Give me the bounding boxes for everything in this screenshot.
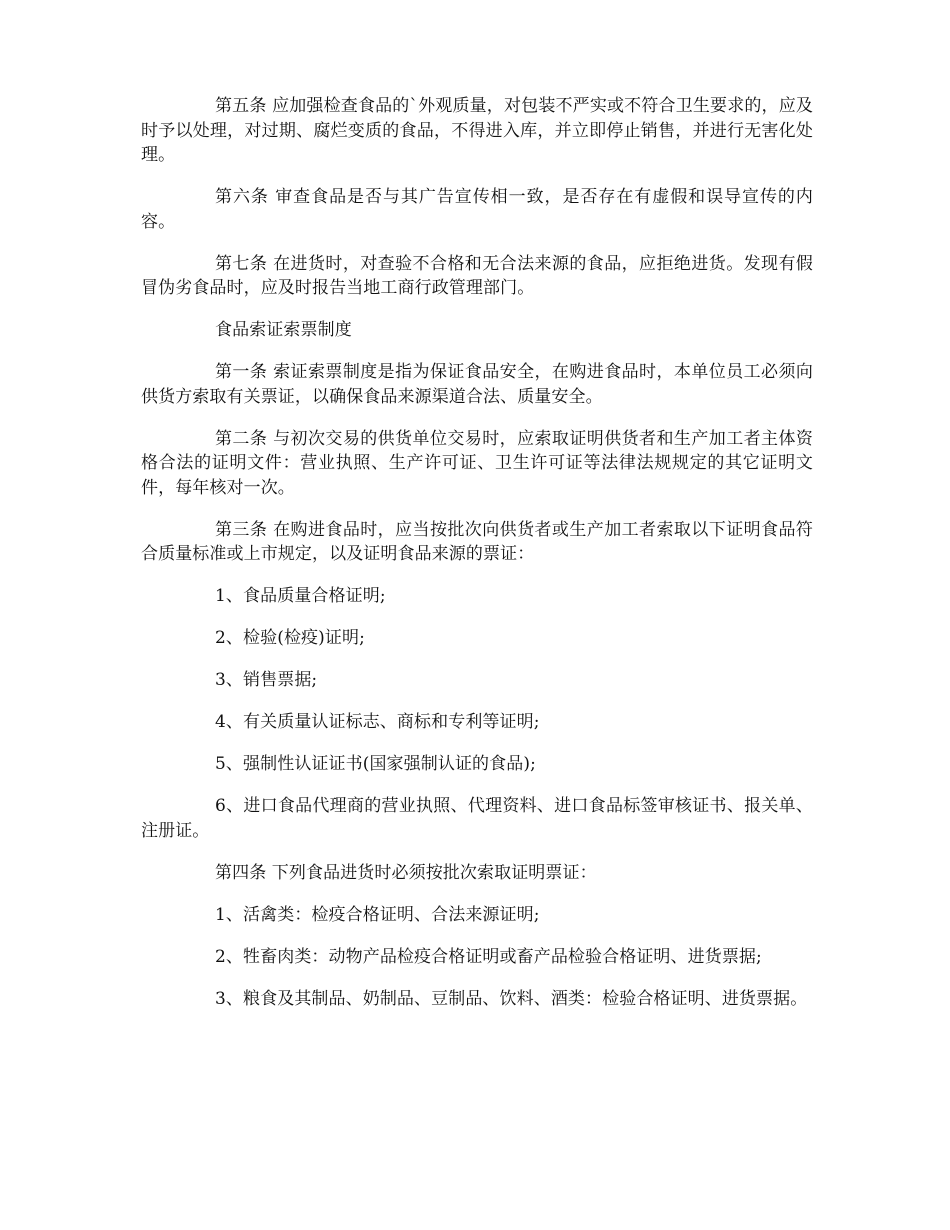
article-7-paragraph: 第七条 在进货时，对查验不合格和无合法来源的食品，应拒绝进货。发现有假冒伪劣食品时，应及时报告当地工商行政管理部门。	[141, 253, 813, 298]
list-item: 5、强制性认证证书(国家强制认证的食品);	[215, 754, 536, 774]
list-item: 2、检验(检疫)证明;	[215, 628, 365, 648]
list-item: 1、活禽类：检疫合格证明、合法来源证明;	[215, 904, 540, 925]
list-item: 3、粮食及其制品、奶制品、豆制品、饮料、酒类：检验合格证明、进货票据。	[215, 988, 808, 1009]
article-6-paragraph: 第六条 审查食品是否与其广告宣传相一致，是否存在有虚假和误导宣传的内容。	[141, 187, 813, 232]
list-item: 3、销售票据;	[215, 670, 318, 690]
article-2-paragraph: 第二条 与初次交易的供货单位交易时，应索取证明供货者和生产加工者主体资格合法的证明文件：营业执照、生产许可证、卫生许可证等法律法规规定的其它证明文件，每年核对一次。	[141, 428, 813, 498]
article-4-paragraph: 第四条 下列食品进货时必须按批次索取证明票证：	[215, 862, 597, 883]
article-5-paragraph: 第五条 应加强检查食品的`外观质量，对包装不严实或不符合卫生要求的，应及时予以处理，对过期、腐烂变质的食品，不得进入库，并立即停止销售，并进行无害化处理。	[141, 96, 813, 165]
list-item: 4、有关质量认证标志、商标和专利等证明;	[215, 712, 540, 732]
document-body	[141, 94, 813, 1029]
section-heading: 食品索证索票制度	[215, 320, 352, 340]
list-item: 1、食品质量合格证明;	[215, 586, 386, 606]
list-item: 2、牲畜肉类：动物产品检疫合格证明或畜产品检验合格证明、进货票据;	[215, 946, 762, 967]
article-1-paragraph: 第一条 索证索票制度是指为保证食品安全，在购进食品时，本单位员工必须向供货方索取有关票证，以确保食品来源渠道合法、质量安全。	[141, 362, 813, 407]
article-3-paragraph: 第三条 在购进食品时，应当按批次向供货者或生产加工者索取以下证明食品符合质量标准或上市规定，以及证明食品来源的票证：	[141, 519, 813, 564]
list-item: 6、进口食品代理商的营业执照、代理资料、进口食品标签审核证书、报关单、注册证。	[141, 796, 813, 841]
